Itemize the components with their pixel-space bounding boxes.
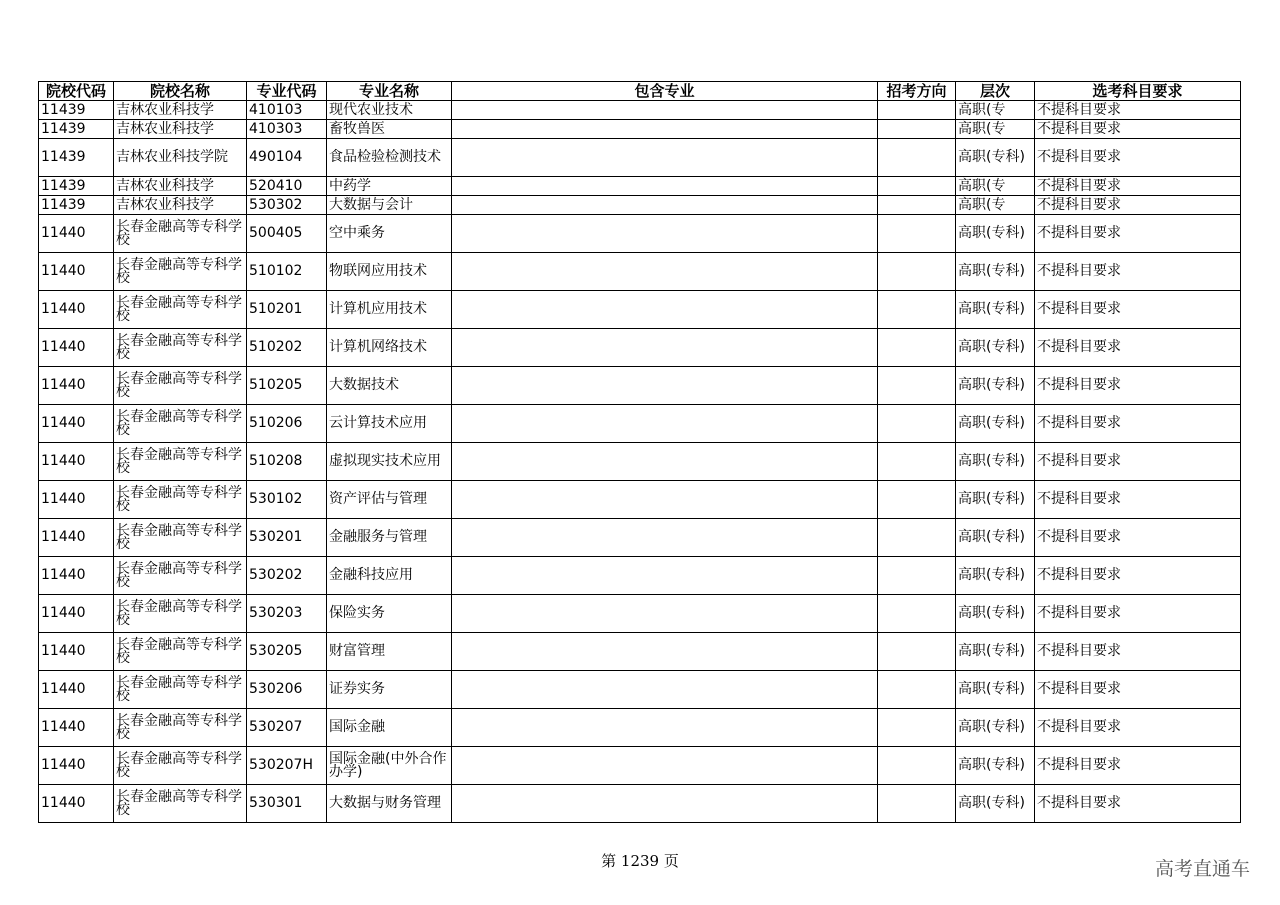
cell-level: 高职(专科) [956,709,1035,747]
cell-included-majors [452,671,878,709]
cell-direction [878,120,956,139]
table-row [39,481,1241,519]
cell-included-majors [452,177,878,196]
cell-major-name: 国际金融(中外合作办学) [327,747,452,785]
cell-major-code: 500405 [247,215,327,253]
cell-school-code: 11439 [39,177,114,196]
cell-major-code: 410303 [247,120,327,139]
cell-included-majors [452,101,878,120]
cell-school-name: 长春金融高等专科学校 [114,595,247,633]
cell-direction [878,215,956,253]
table-row [39,215,1241,253]
cell-level: 高职(专科) [956,215,1035,253]
admission-table [38,81,1241,823]
cell-major-code: 530203 [247,595,327,633]
cell-subject-requirement: 不提科目要求 [1035,367,1241,405]
cell-major-code: 510102 [247,253,327,291]
cell-included-majors [452,709,878,747]
cell-direction [878,367,956,405]
table-row [39,519,1241,557]
cell-major-code: 510202 [247,329,327,367]
cell-major-name: 畜牧兽医 [327,120,452,139]
cell-school-name: 长春金融高等专科学校 [114,329,247,367]
cell-major-code: 520410 [247,177,327,196]
cell-school-code: 11440 [39,291,114,329]
cell-school-name: 长春金融高等专科学校 [114,671,247,709]
cell-direction [878,785,956,823]
cell-major-name: 计算机网络技术 [327,329,452,367]
cell-included-majors [452,595,878,633]
cell-included-majors [452,291,878,329]
table-row [39,557,1241,595]
cell-school-name: 长春金融高等专科学校 [114,747,247,785]
cell-subject-requirement: 不提科目要求 [1035,595,1241,633]
cell-major-name: 物联网应用技术 [327,253,452,291]
table-header-row [39,82,1241,101]
cell-school-code: 11440 [39,633,114,671]
cell-school-name: 吉林农业科技学 [114,196,247,215]
cell-level: 高职(专 [956,101,1035,120]
table-body [39,101,1241,823]
cell-included-majors [452,747,878,785]
cell-subject-requirement: 不提科目要求 [1035,481,1241,519]
cell-included-majors [452,443,878,481]
cell-major-name: 证券实务 [327,671,452,709]
cell-major-code: 530202 [247,557,327,595]
table-row [39,196,1241,215]
cell-school-name: 吉林农业科技学 [114,177,247,196]
cell-school-code: 11439 [39,120,114,139]
cell-subject-requirement: 不提科目要求 [1035,196,1241,215]
cell-included-majors [452,139,878,177]
cell-included-majors [452,215,878,253]
cell-school-code: 11440 [39,709,114,747]
cell-major-code: 490104 [247,139,327,177]
cell-included-majors [452,120,878,139]
cell-level: 高职(专科) [956,481,1035,519]
cell-level: 高职(专 [956,177,1035,196]
cell-direction [878,443,956,481]
cell-major-name: 虚拟现实技术应用 [327,443,452,481]
cell-school-name: 长春金融高等专科学校 [114,633,247,671]
cell-major-name: 食品检验检测技术 [327,139,452,177]
cell-major-name: 大数据与会计 [327,196,452,215]
header-included-majors: 包含专业 [452,82,878,101]
cell-direction [878,177,956,196]
cell-included-majors [452,519,878,557]
table-row [39,671,1241,709]
cell-subject-requirement: 不提科目要求 [1035,785,1241,823]
cell-school-code: 11439 [39,139,114,177]
cell-subject-requirement: 不提科目要求 [1035,101,1241,120]
cell-major-code: 530102 [247,481,327,519]
table-row [39,443,1241,481]
cell-major-name: 财富管理 [327,633,452,671]
cell-school-code: 11440 [39,481,114,519]
cell-level: 高职(专科) [956,747,1035,785]
cell-school-code: 11440 [39,367,114,405]
cell-school-code: 11440 [39,443,114,481]
cell-school-code: 11440 [39,253,114,291]
cell-subject-requirement: 不提科目要求 [1035,177,1241,196]
header-direction: 招考方向 [878,82,956,101]
cell-school-code: 11440 [39,519,114,557]
cell-included-majors [452,196,878,215]
cell-major-code: 530301 [247,785,327,823]
cell-subject-requirement: 不提科目要求 [1035,519,1241,557]
cell-direction [878,291,956,329]
cell-direction [878,329,956,367]
cell-major-name: 保险实务 [327,595,452,633]
cell-major-code: 530201 [247,519,327,557]
cell-level: 高职(专科) [956,595,1035,633]
table-row [39,633,1241,671]
page-number: 第 1239 页 [601,852,679,870]
cell-major-name: 大数据与财务管理 [327,785,452,823]
table-row [39,139,1241,177]
cell-subject-requirement: 不提科目要求 [1035,291,1241,329]
table-row [39,785,1241,823]
cell-level: 高职(专科) [956,367,1035,405]
cell-major-name: 国际金融 [327,709,452,747]
cell-major-name: 计算机应用技术 [327,291,452,329]
cell-school-code: 11440 [39,557,114,595]
cell-subject-requirement: 不提科目要求 [1035,633,1241,671]
cell-subject-requirement: 不提科目要求 [1035,405,1241,443]
cell-school-code: 11440 [39,329,114,367]
cell-level: 高职(专科) [956,785,1035,823]
cell-direction [878,557,956,595]
cell-direction [878,253,956,291]
cell-school-code: 11440 [39,215,114,253]
cell-major-name: 金融科技应用 [327,557,452,595]
cell-direction [878,101,956,120]
cell-school-name: 吉林农业科技学 [114,120,247,139]
cell-major-name: 金融服务与管理 [327,519,452,557]
cell-school-code: 11440 [39,747,114,785]
cell-direction [878,595,956,633]
cell-included-majors [452,785,878,823]
cell-subject-requirement: 不提科目要求 [1035,557,1241,595]
header-school-code: 院校代码 [39,82,114,101]
cell-major-code: 410103 [247,101,327,120]
cell-direction [878,139,956,177]
cell-subject-requirement: 不提科目要求 [1035,329,1241,367]
cell-school-code: 11439 [39,101,114,120]
cell-direction [878,671,956,709]
table-row [39,747,1241,785]
cell-level: 高职(专 [956,120,1035,139]
table-row [39,367,1241,405]
cell-level: 高职(专科) [956,671,1035,709]
header-major-code: 专业代码 [247,82,327,101]
cell-school-name: 长春金融高等专科学校 [114,785,247,823]
cell-school-code: 11439 [39,196,114,215]
header-school-name: 院校名称 [114,82,247,101]
cell-direction [878,519,956,557]
cell-major-code: 510208 [247,443,327,481]
cell-included-majors [452,367,878,405]
cell-included-majors [452,329,878,367]
cell-school-name: 长春金融高等专科学校 [114,481,247,519]
watermark: 高考直通车 [1154,858,1250,880]
cell-school-name: 长春金融高等专科学校 [114,709,247,747]
cell-included-majors [452,557,878,595]
cell-school-name: 吉林农业科技学 [114,101,247,120]
cell-school-code: 11440 [39,405,114,443]
cell-major-code: 510205 [247,367,327,405]
cell-direction [878,747,956,785]
table-row [39,101,1241,120]
cell-level: 高职(专科) [956,291,1035,329]
cell-level: 高职(专科) [956,443,1035,481]
header-level: 层次 [956,82,1035,101]
cell-level: 高职(专 [956,196,1035,215]
table-row [39,405,1241,443]
cell-subject-requirement: 不提科目要求 [1035,443,1241,481]
cell-subject-requirement: 不提科目要求 [1035,120,1241,139]
cell-subject-requirement: 不提科目要求 [1035,671,1241,709]
cell-level: 高职(专科) [956,253,1035,291]
table-row [39,253,1241,291]
cell-included-majors [452,633,878,671]
cell-major-code: 510206 [247,405,327,443]
cell-level: 高职(专科) [956,633,1035,671]
cell-school-code: 11440 [39,595,114,633]
cell-major-name: 空中乘务 [327,215,452,253]
cell-school-name: 长春金融高等专科学校 [114,443,247,481]
table-row [39,329,1241,367]
cell-school-name: 长春金融高等专科学校 [114,253,247,291]
cell-school-code: 11440 [39,785,114,823]
cell-direction [878,709,956,747]
cell-level: 高职(专科) [956,557,1035,595]
table-row [39,291,1241,329]
cell-school-name: 长春金融高等专科学校 [114,215,247,253]
cell-subject-requirement: 不提科目要求 [1035,747,1241,785]
cell-major-code: 530302 [247,196,327,215]
cell-major-name: 大数据技术 [327,367,452,405]
cell-included-majors [452,405,878,443]
cell-major-code: 530207 [247,709,327,747]
cell-school-name: 长春金融高等专科学校 [114,519,247,557]
cell-direction [878,633,956,671]
header-major-name: 专业名称 [327,82,452,101]
cell-school-name: 长春金融高等专科学校 [114,405,247,443]
table-row [39,709,1241,747]
table-row [39,177,1241,196]
cell-subject-requirement: 不提科目要求 [1035,709,1241,747]
cell-major-name: 现代农业技术 [327,101,452,120]
cell-direction [878,481,956,519]
cell-subject-requirement: 不提科目要求 [1035,253,1241,291]
cell-major-code: 530207H [247,747,327,785]
cell-major-name: 资产评估与管理 [327,481,452,519]
cell-level: 高职(专科) [956,329,1035,367]
table-row [39,120,1241,139]
cell-school-name: 长春金融高等专科学校 [114,557,247,595]
cell-major-code: 530205 [247,633,327,671]
cell-direction [878,196,956,215]
cell-level: 高职(专科) [956,139,1035,177]
cell-school-name: 长春金融高等专科学校 [114,367,247,405]
table-row [39,595,1241,633]
cell-subject-requirement: 不提科目要求 [1035,139,1241,177]
cell-school-name: 长春金融高等专科学校 [114,291,247,329]
cell-school-code: 11440 [39,671,114,709]
cell-included-majors [452,481,878,519]
cell-subject-requirement: 不提科目要求 [1035,215,1241,253]
cell-major-name: 云计算技术应用 [327,405,452,443]
cell-included-majors [452,253,878,291]
cell-level: 高职(专科) [956,519,1035,557]
cell-level: 高职(专科) [956,405,1035,443]
cell-major-code: 530206 [247,671,327,709]
cell-school-name: 吉林农业科技学院 [114,139,247,177]
cell-major-name: 中药学 [327,177,452,196]
cell-major-code: 510201 [247,291,327,329]
header-subject-requirement: 选考科目要求 [1035,82,1241,101]
cell-direction [878,405,956,443]
